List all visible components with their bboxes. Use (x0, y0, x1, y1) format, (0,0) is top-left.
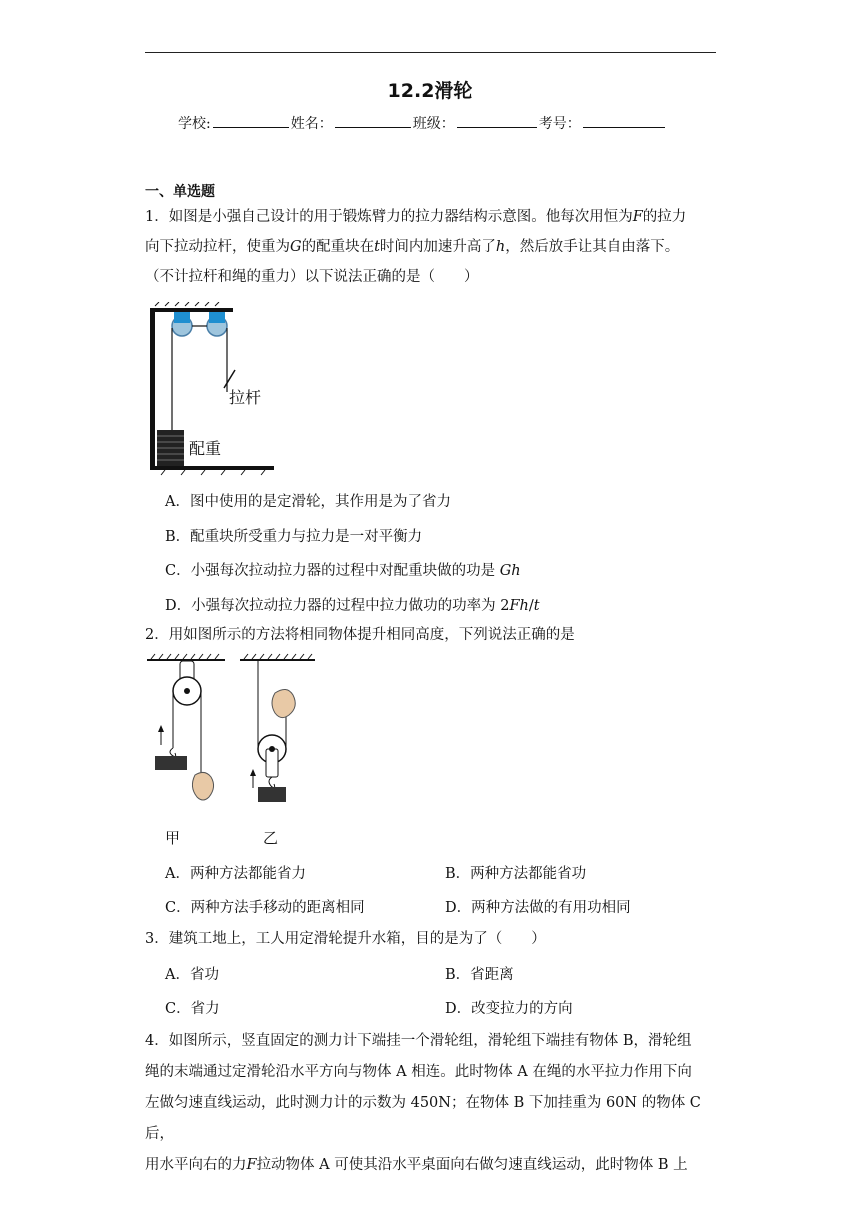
q3-option-a[interactable]: A．省功 (165, 967, 219, 983)
q4-line-1: 4．如图所示，竖直固定的测力计下端挂一个滑轮组，滑轮组下端挂有物体 B，滑轮组 (145, 1033, 692, 1049)
name-label: 姓名： (290, 116, 333, 132)
exam-number-blank[interactable] (583, 113, 665, 128)
question-3-stem: 3．建筑工地上，工人用定滑轮提升水箱，目的是为了（ ） (145, 931, 546, 947)
q2-option-d[interactable]: D．两种方法做的有用功相同 (445, 900, 631, 916)
q2-option-c[interactable]: C．两种方法手移动的距离相同 (165, 900, 365, 916)
q1-option-d[interactable]: D．小强每次拉动拉力器的过程中拉力做功的功率为 2Fh/t (165, 598, 540, 614)
q2-option-b[interactable]: B．两种方法都能省功 (445, 866, 587, 882)
q3-option-d[interactable]: D．改变拉力的方向 (445, 1001, 573, 1017)
q1-option-a[interactable]: A．图中使用的是定滑轮，其作用是为了省力 (165, 494, 451, 510)
name-blank[interactable] (335, 113, 411, 128)
q1-line-2: 向下拉动拉杆，使重为G的配重块在t时间内加速升高了h，然后放手让其自由落下。 (145, 239, 680, 255)
q4-line-4: 用水平向右的力F拉动物体 A 可使其沿水平桌面向右做匀速直线运动，此时物体 B 上 (145, 1157, 688, 1173)
q1-line-3: （不计拉杆和绳的重力）以下说法正确的是（ ） (145, 269, 479, 285)
question-2-stem: 2．用如图所示的方法将相同物体提升相同高度，下列说法正确的是 (145, 627, 575, 643)
class-label: 班级： (412, 116, 455, 132)
class-blank[interactable] (457, 113, 537, 128)
section-heading: 一、单选题 (145, 184, 215, 200)
fig-label-rod: 拉杆 (229, 388, 262, 407)
q1-option-c[interactable]: C．小强每次拉动拉力器的过程中对配重块做的功是 Gh (165, 563, 521, 579)
q1-line-1: 1．如图是小强自己设计的用于锻炼臂力的拉力器结构示意图。他每次用恒为F的拉力 (145, 209, 687, 225)
header-rule (145, 52, 716, 53)
hand-icon-right (272, 689, 295, 717)
page-title: 12.2滑轮 (387, 80, 473, 102)
fig-label-jia: 甲 (165, 829, 181, 847)
exam-number-label: 考号： (538, 116, 581, 132)
q1-option-b[interactable]: B．配重块所受重力与拉力是一对平衡力 (165, 529, 423, 545)
question-4-stem (145, 1026, 725, 1181)
q3-option-b[interactable]: B．省距离 (445, 967, 514, 983)
q2-pulley-figure (145, 653, 320, 853)
school-blank[interactable] (213, 113, 289, 128)
q1-pull-device-figure (145, 302, 280, 477)
q2-option-a[interactable]: A．两种方法都能省力 (165, 866, 306, 882)
q4-line-2: 绳的末端通过定滑轮沿水平方向与物体 A 相连。此时物体 A 在绳的水平拉力作用下向 (145, 1064, 692, 1080)
school-label: 学校: (178, 116, 211, 132)
question-1-stem (145, 202, 720, 292)
student-info-line (178, 113, 667, 133)
q3-option-c[interactable]: C．省力 (165, 1001, 220, 1017)
q4-line-3: 左做匀速直线运动，此时测力计的示数为 450N；在物体 B 下加挂重为 60N 的物体 C 后， (145, 1095, 701, 1142)
fig-label-yi: 乙 (263, 829, 279, 847)
hand-icon-left (192, 772, 213, 800)
fig-label-weight: 配重 (189, 439, 222, 458)
